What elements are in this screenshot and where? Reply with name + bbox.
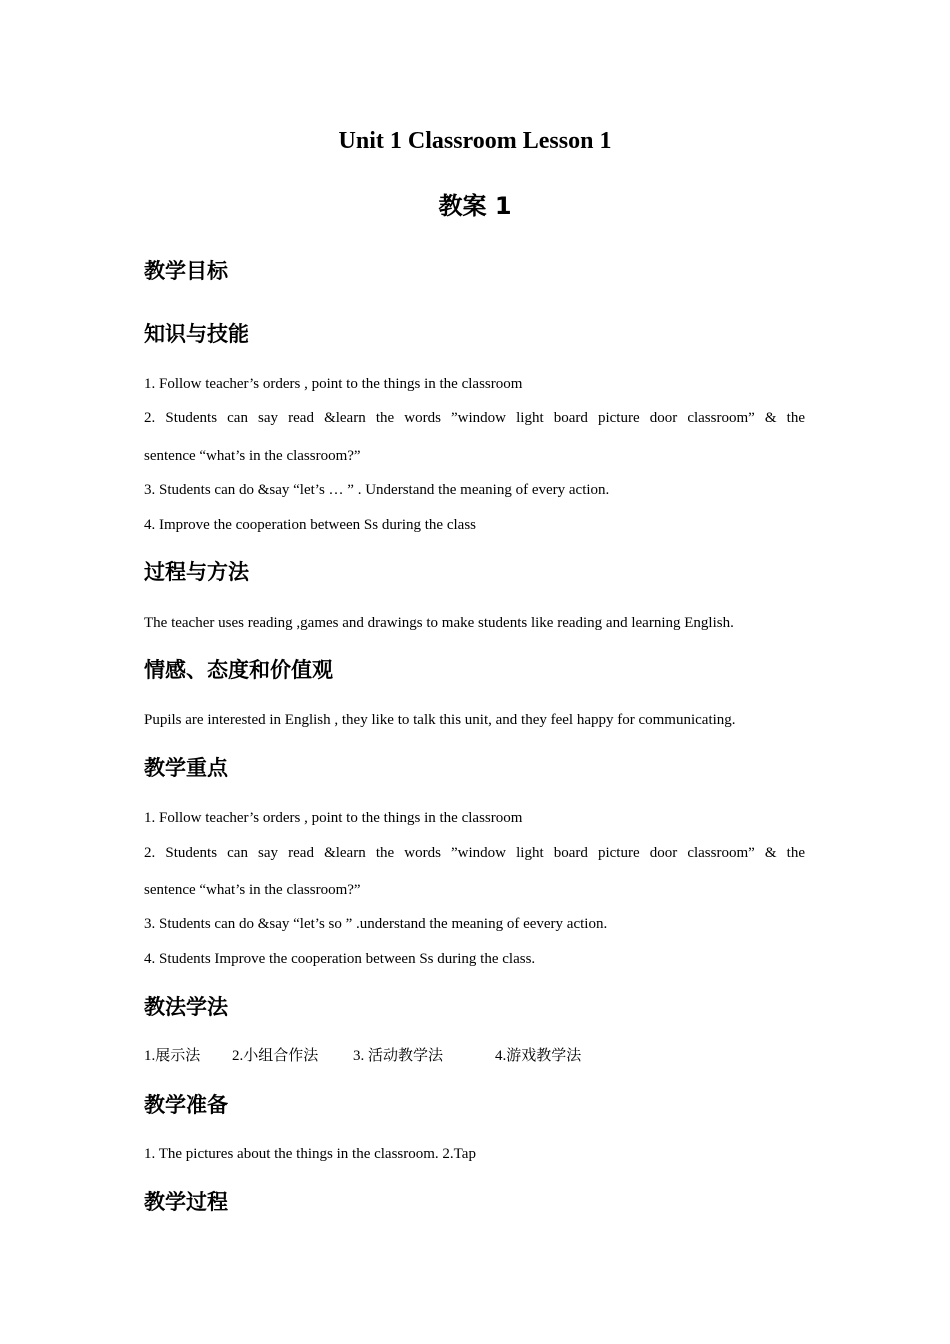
methods-list [144, 1046, 805, 1066]
emotion-text: Pupils are interested in English , they like to talk this unit, and they feel happy for communicating. [144, 712, 736, 728]
knowledge-item-2-cont: sentence “what’s in the classroom?” [144, 448, 361, 464]
method-item: 1.展示法 [144, 1048, 201, 1064]
heading-key-points: 教学重点 [144, 756, 228, 780]
knowledge-item-3: 3. Students can do &say “let’s … ” . Understand the meaning of every action. [144, 482, 610, 498]
preparation-text: 1. The pictures about the things in the classroom. 2.Tap [144, 1146, 476, 1162]
process-text: The teacher uses reading ,games and drawings to make students like reading and learning English. [144, 615, 734, 631]
key-point-3: 3. Students can do &say “let’s so ” .understand the meaning of eevery action. [144, 916, 608, 932]
knowledge-item-2: 2. Students can say read &learn the words ”window light board picture door classroom” & the [144, 410, 805, 426]
knowledge-item-4: 4. Improve the cooperation between Ss during the class [144, 517, 476, 533]
heading-preparation: 教学准备 [144, 1093, 228, 1117]
key-point-2-cont: sentence “what’s in the classroom?” [144, 882, 361, 898]
heading-procedure: 教学过程 [144, 1190, 228, 1214]
key-point-2: 2. Students can say read &learn the words ”window light board picture door classroom” & the [144, 845, 805, 861]
method-item: 4.游戏教学法 [495, 1048, 582, 1064]
knowledge-item-1: 1. Follow teacher’s orders , point to the things in the classroom [144, 376, 523, 392]
heading-methods: 教法学法 [144, 995, 228, 1019]
method-item: 3. 活动教学法 [353, 1048, 444, 1064]
key-point-4: 4. Students Improve the cooperation between Ss during the class. [144, 951, 536, 967]
heading-emotion: 情感、态度和价值观 [144, 658, 333, 682]
document-subtitle: 教案 1 [438, 192, 512, 220]
document-title: Unit 1 Classroom Lesson 1 [338, 128, 612, 154]
method-item: 2.小组合作法 [232, 1048, 319, 1064]
heading-knowledge: 知识与技能 [144, 322, 249, 346]
heading-process: 过程与方法 [144, 560, 249, 584]
key-point-1: 1. Follow teacher’s orders , point to the things in the classroom [144, 810, 523, 826]
heading-objectives: 教学目标 [144, 259, 228, 283]
